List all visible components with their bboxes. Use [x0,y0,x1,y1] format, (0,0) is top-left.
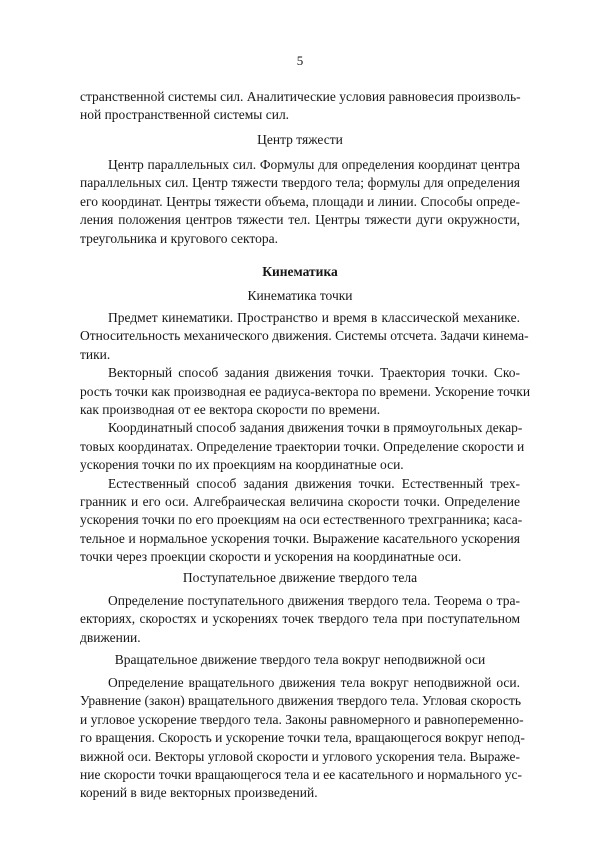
text-line: Естественный способ задания движения точки. Естественный трех- [108,475,520,491]
text-line: Определение поступательного движения твердого тела. Теорема о тра- [108,593,520,608]
paragraph-rotational-motion [80,674,525,803]
text-line: ускорения точки по его проекциям на оси естественного трехгранника; каса- [80,512,523,528]
text-line: Центр параллельных сил. Формулы для определения координат центра [108,157,520,172]
text-line: екториях, скоростях и ускорениях точек твердого тела при поступательном [80,611,520,627]
text-line: ной пространственной системы сил. [80,107,290,123]
text-line: Предмет кинематики. Пространство и время в классической механике. [108,310,520,325]
text-line: ускорения точки по их проекциям на координатные оси. [80,457,404,473]
section-heading-kinematics: Кинематика [262,264,338,279]
text-line: Уравнение (закон) вращательного движения твердого тела. Угловая скорость [80,693,521,709]
text-line: параллельных сил. Центр тяжести твердого тела; формулы для определения [80,175,520,191]
page-number: 5 [296,53,304,68]
text-line: и угловое ускорение твердого тела. Законы равномерного и равнопеременно- [80,711,524,727]
text-line: Относительность механического движения. Системы отсчета. Задачи кинема- [80,328,529,344]
text-line: как производная от ее вектора скорости по времени. [80,402,381,418]
text-line: странственной системы сил. Аналитические условия равновесия произволь- [80,89,521,104]
text-line: го вращения. Скорость и ускорение точки тела, вращающегося вокруг непод- [80,730,525,746]
paragraph [80,419,525,474]
subsection-heading-point-kinematics: Кинематика точки [247,288,353,303]
text-line: его координат. Центры тяжести объема, площади и линии. Способы опреде- [80,193,520,209]
text-line: тики. [80,346,111,362]
paragraph-translational-motion [80,592,520,647]
section-heading-center-of-gravity: Центр тяжести [257,132,343,147]
text-line: рость точки как производная ее радиуса-вектора по времени. Ускорение точки [80,383,531,399]
paragraph-center-of-gravity [80,156,520,248]
subsection-heading-rotational-motion: Вращательное движение твердого тела вокруг неподвижной оси [114,652,486,667]
text-line: товых координатах. Определение траектории точки. Определение скорости и [80,438,525,454]
paragraph-statics-continuation [80,88,520,125]
paragraph [80,309,529,364]
text-line: Координатный способ задания движения точки в прямоугольных декар- [108,420,523,436]
text-line: корений в виде векторных произведений. [80,785,318,801]
text-line: точки через проекции скорости и ускорения на координатные оси. [80,549,462,565]
text-line: гранник и его оси. Алгебраическая величина скорости точки. Определение [80,494,520,510]
subsection-heading-translational-motion: Поступательное движение твердого тела [182,570,418,585]
text-line: движении. [80,629,141,645]
text-line: треугольника и кругового сектора. [80,230,278,246]
text-line: Определение вращательного движения тела вокруг неподвижной оси. [108,675,520,690]
text-line: ние скорости точки вращающегося тела и ее касательного и нормального ус- [80,767,522,783]
text-line: вижной оси. Векторы угловой скорости и углового ускорения тела. Выраже- [80,748,520,764]
text-line: тельное и нормальное ускорения точки. Выражение касательного ускорения [80,530,520,546]
paragraph [80,475,523,567]
text-line: ления положения центров тяжести тел. Центры тяжести дуги окружности, [80,212,520,228]
text-line: Векторный способ задания движения точки. Траектория точки. Ско- [108,365,520,381]
paragraphs-point-kinematics [80,309,531,567]
paragraph [80,364,531,419]
